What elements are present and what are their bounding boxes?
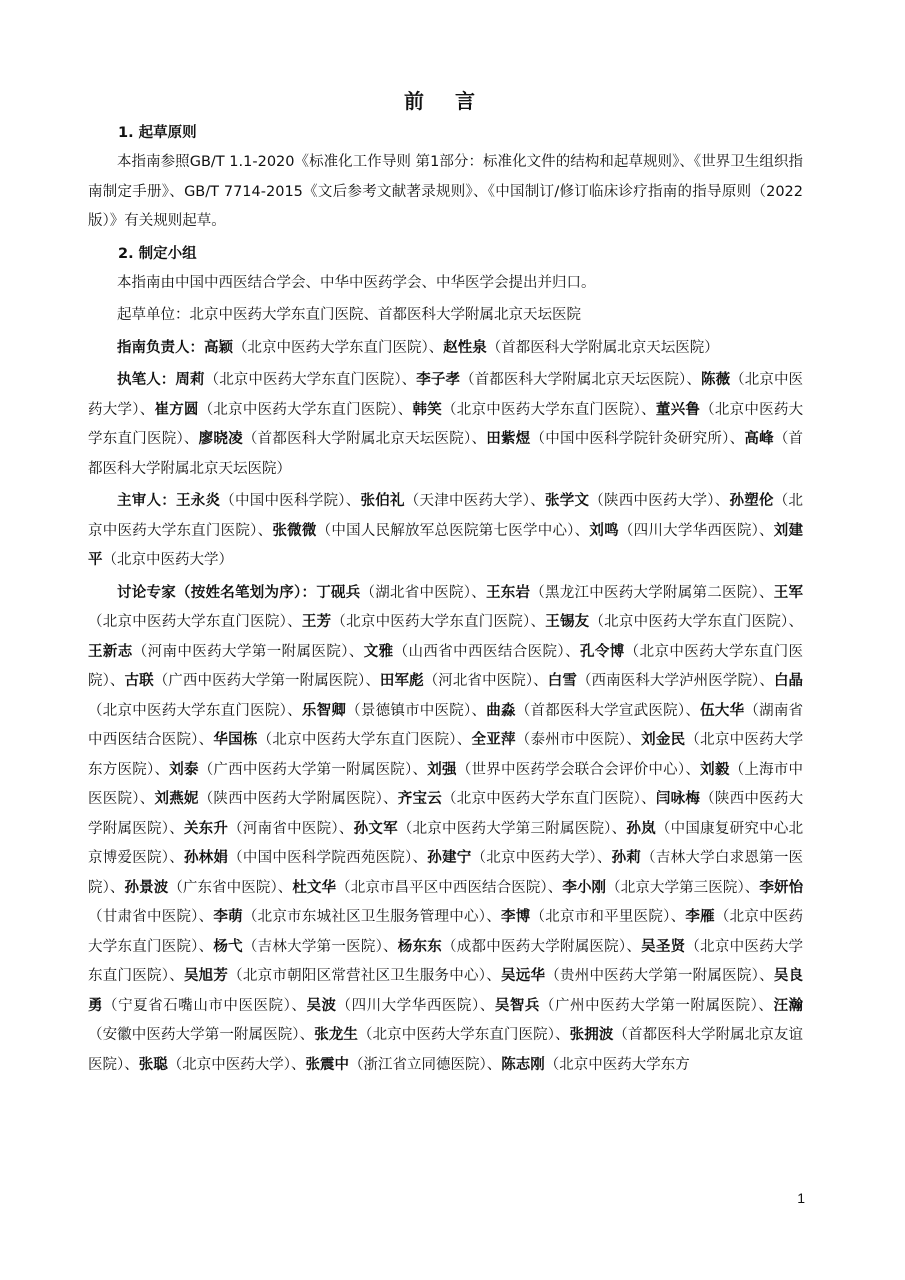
person-name: 李萌 [213, 909, 243, 925]
person-name: 廖晓凌 [198, 431, 243, 447]
person-affiliation: （北京中医药大学东直门医院）、 [442, 401, 656, 418]
person-affiliation: （山西省中西医结合医院）、 [393, 643, 580, 660]
drafting-principle-text: 本指南参照GB/T 1.1-2020《标准化工作导则 第1部分：标准化文件的结构和起草规则》、《世界卫生组织指南制定手册》、GB/T 7714-2015《文后参考文献著录规则》、《中国制订/修订临床诊疗指南的指导原则（2022版）》有关规则起草。 [88, 154, 803, 229]
leaders-paragraph [88, 334, 803, 364]
person-name: 关东升 [183, 820, 229, 837]
person-affiliation: （北京市朝阳区常营社区卫生服务中心）、 [228, 968, 501, 984]
person-affiliation: （北京中医药大学）、 [88, 372, 804, 418]
person-name: 孙莉 [611, 850, 642, 866]
reviewers-label: 主审人： [117, 493, 176, 509]
person-affiliation: （吉林大学白求恩第一医院）、 [88, 850, 804, 896]
person-affiliation: （北京中医药大学东直门医院）、 [204, 372, 417, 388]
person-name: 孔令博 [579, 643, 625, 660]
person-affiliation: （泰州市中医院）、 [515, 732, 642, 748]
person-affiliation: （北京中医药大学东直门医院）、 [331, 614, 546, 630]
person-name: 华国栋 [213, 732, 258, 748]
person-affiliation: （吉林大学第一医院）、 [242, 938, 398, 955]
person-name: 韩笑 [412, 401, 443, 418]
person-name: 张龙生 [314, 1027, 358, 1043]
writers-paragraph [88, 366, 803, 484]
person-name: 吴圣贤 [641, 938, 686, 955]
person-name: 李妍怡 [759, 879, 804, 896]
section-heading-2: 2. 制定小组 [118, 245, 197, 262]
person-affiliation: （湖南省中西医结合医院）、 [88, 702, 804, 748]
person-affiliation: （广东省中医院）、 [168, 879, 293, 896]
person-name: 刘金民 [641, 732, 686, 748]
person-affiliation: （河南中医药大学第一附属医院）、 [132, 643, 364, 660]
person-name: 高颖 [204, 339, 233, 356]
person-name: 王永炎 [176, 493, 221, 509]
person-name: 张微微 [272, 522, 317, 539]
page-number: 1 [797, 1190, 805, 1206]
person-name: 张震中 [305, 1056, 349, 1073]
person-affiliation: （北京市昌平区中西医结合医院）、 [336, 879, 563, 896]
person-name: 刘建平 [88, 522, 804, 568]
person-affiliation: （中国中医科学院西苑医院）、 [228, 850, 428, 866]
person-affiliation: （宁夏省石嘴山市中医医院）、 [103, 997, 307, 1014]
person-affiliation: （中国人民解放军总医院第七医学中心）、 [316, 522, 590, 539]
person-name: 张拥波 [569, 1027, 614, 1043]
person-name: 全亚萍 [471, 732, 516, 748]
person-name: 杨弋 [213, 938, 243, 955]
person-name: 白晶 [773, 673, 804, 689]
person-name: 王军 [773, 584, 803, 601]
person-affiliation: （中国康复研究中心北京博爱医院）、 [88, 820, 804, 866]
document-page [88, 88, 803, 1080]
person-affiliation: （甘肃省中医院）、 [88, 909, 214, 925]
person-name: 白雪 [547, 673, 577, 689]
person-name: 伍大华 [700, 702, 745, 719]
person-affiliation: （北京中医药大学东方 [544, 1056, 690, 1073]
person-name: 杨东东 [397, 938, 443, 955]
person-affiliation: （北京中医药大学东直门医院）、 [88, 938, 804, 984]
person-name: 周莉 [175, 372, 205, 388]
person-name: 王芳 [301, 614, 332, 630]
person-affiliation: （世界中医药学会联合会评价中心）、 [456, 761, 701, 778]
person-affiliation: （浙江省立同德医院）、 [349, 1056, 502, 1073]
person-affiliation: （天津中医药大学）、 [404, 493, 545, 509]
person-affiliation: （北京中医药大学东直门医院）、 [88, 614, 302, 630]
person-name: 张学文 [545, 493, 590, 509]
person-name: 丁砚兵 [316, 584, 361, 601]
person-affiliation: （中国中医科学院）、 [220, 493, 361, 509]
person-affiliation: （北京中医药大学） [102, 552, 233, 568]
person-name: 乐智卿 [301, 702, 347, 719]
person-affiliation: （首都医科大学附属北京天坛医院） [88, 431, 804, 477]
person-affiliation: （北京中医药大学东直门医院）、 [589, 614, 804, 630]
person-affiliation: （河北省中医院）、 [423, 673, 548, 689]
person-affiliation: （贵州中医药大学第一附属医院）、 [545, 968, 774, 984]
leaders-label: 指南负责人： [117, 339, 204, 356]
person-name: 齐宝云 [397, 791, 443, 807]
person-name: 张聪 [138, 1056, 168, 1073]
person-name: 古联 [124, 673, 154, 689]
person-affiliation: （上海市中医医院）、 [88, 761, 804, 807]
person-name: 张伯礼 [360, 493, 405, 509]
person-name: 崔方圆 [154, 401, 199, 418]
person-name: 孙建宁 [427, 850, 472, 866]
person-affiliation: （北京市和平里医院）、 [530, 909, 686, 925]
person-name: 汪瀚 [773, 997, 803, 1014]
writers-label: 执笔人： [117, 372, 176, 388]
person-name: 曲淼 [486, 702, 516, 719]
person-name: 文雅 [363, 643, 394, 660]
person-affiliation: （陕西中医药大学附属医院）、 [88, 791, 804, 837]
person-affiliation: （首都医科大学附属北京天坛医院）、 [460, 372, 701, 388]
person-affiliation: （四川大学华西医院）、 [336, 997, 495, 1014]
person-name: 孙文军 [353, 820, 398, 837]
person-affiliation: （景德镇市中医院）、 [346, 702, 487, 719]
page-title: 前 言 [404, 89, 487, 113]
person-affiliation: （北京中医药大学第三附属医院）、 [397, 820, 627, 837]
person-affiliation: （北京中医药大学东直门医院）、 [88, 493, 803, 539]
person-name: 赵性泉 [443, 339, 487, 356]
person-name: 陈志刚 [501, 1056, 545, 1073]
person-affiliation: （北京中医药大学东直门医院）、 [198, 401, 413, 418]
person-affiliation: （陕西中医药大学）、 [589, 493, 730, 509]
person-affiliation: （北京中医药大学）、 [471, 850, 612, 866]
person-name: 田紫煜 [486, 431, 531, 447]
person-affiliation: （北京市东城社区卫生服务管理中心）、 [242, 909, 501, 925]
person-affiliation: （黑龙江中医药大学附属第二医院）、 [530, 584, 774, 601]
person-affiliation: （广西中医药大学第一附属医院）、 [198, 761, 428, 778]
person-name: 吴良勇 [88, 968, 804, 1014]
person-affiliation: （成都中医药大学附属医院）、 [442, 938, 642, 955]
person-affiliation: （中国中医科学院针灸研究所）、 [530, 431, 745, 447]
person-name: 董兴鲁 [655, 401, 701, 418]
person-name: 吴远华 [500, 968, 546, 984]
person-name: 李雁 [685, 909, 715, 925]
person-name: 吴旭芳 [183, 968, 229, 984]
person-name: 王新志 [88, 643, 133, 660]
proposer-text: 本指南由中国中西医结合学会、中华中医药学会、中华医学会提出并归口。 [117, 274, 596, 291]
experts-paragraph [88, 579, 803, 1081]
person-name: 刘泰 [169, 761, 199, 778]
section-heading-1: 1. 起草原则 [118, 125, 197, 141]
person-affiliation: （北京中医药大学东直门医院）、 [88, 909, 804, 955]
person-name: 吴波 [306, 997, 337, 1014]
person-affiliation: （北京中医药大学东直门医院）、 [442, 791, 656, 807]
person-affiliation: （北京中医药大学东直门医院）、 [257, 732, 472, 748]
person-name: 孙塑伦 [729, 493, 774, 509]
person-affiliation: （广西中医药大学第一附属医院）、 [153, 673, 380, 689]
person-name: 李小刚 [562, 879, 607, 896]
person-affiliation: （西南医科大学泸州医学院）、 [576, 673, 774, 689]
person-name: 孙岚 [626, 820, 656, 837]
person-affiliation: （北京中医药大学）、 [167, 1056, 306, 1073]
person-name: 吴智兵 [494, 997, 540, 1014]
person-name: 王锡友 [545, 614, 590, 630]
person-affiliation: （北京中医药大学东直门医院）、 [88, 401, 804, 447]
person-affiliation: （北京中医药大学东直门医院）、 [233, 339, 444, 356]
person-affiliation: （安徽中医药大学第一附属医院）、 [88, 1027, 315, 1043]
person-name: 王东岩 [486, 584, 531, 601]
person-name: 李子孝 [416, 372, 461, 388]
person-affiliation: （河南省中医院）、 [228, 820, 354, 837]
person-affiliation: （四川大学华西医院）、 [618, 522, 774, 539]
person-affiliation: （首都医科大学附属北京天坛医院） [486, 339, 719, 356]
person-name: 刘强 [427, 761, 457, 778]
person-affiliation: （首都医科大学附属北京友谊医院）、 [88, 1027, 804, 1073]
person-affiliation: （北京中医药大学东直门医院）、 [88, 643, 804, 689]
person-name: 刘毅 [700, 761, 730, 778]
person-affiliation: （湖北省中医院）、 [360, 584, 486, 601]
person-name: 闫咏梅 [655, 791, 701, 807]
person-name: 李博 [500, 909, 531, 925]
person-name: 陈薇 [700, 372, 731, 388]
person-name: 孙景波 [124, 879, 169, 896]
person-affiliation: （北京大学第三医院）、 [606, 879, 760, 896]
person-name: 高峰 [744, 431, 774, 447]
person-name: 杜文华 [292, 879, 337, 896]
person-name: 田军彪 [379, 673, 424, 689]
person-name: 刘燕妮 [154, 791, 199, 807]
person-affiliation: （北京中医药大学东直门医院）、 [88, 702, 302, 719]
person-name: 刘鸣 [589, 522, 619, 539]
person-affiliation: （北京中医药大学东方医院）、 [88, 732, 804, 778]
drafting-units-text: 起草单位：北京中医药大学东直门医院、首都医科大学附属北京天坛医院 [117, 307, 581, 323]
person-affiliation: （陕西中医药大学附属医院）、 [198, 791, 398, 807]
person-affiliation: （广州中医药大学第一附属医院）、 [539, 997, 774, 1014]
person-affiliation: （首都医科大学宣武医院）、 [515, 702, 701, 719]
person-affiliation: （北京中医药大学东直门医院）、 [358, 1027, 570, 1043]
person-affiliation: （首都医科大学附属北京天坛医院）、 [242, 431, 487, 447]
person-name: 孙林娟 [183, 850, 229, 866]
reviewers-paragraph [88, 487, 803, 576]
experts-label: 讨论专家（按姓名笔划为序）： [117, 584, 317, 601]
